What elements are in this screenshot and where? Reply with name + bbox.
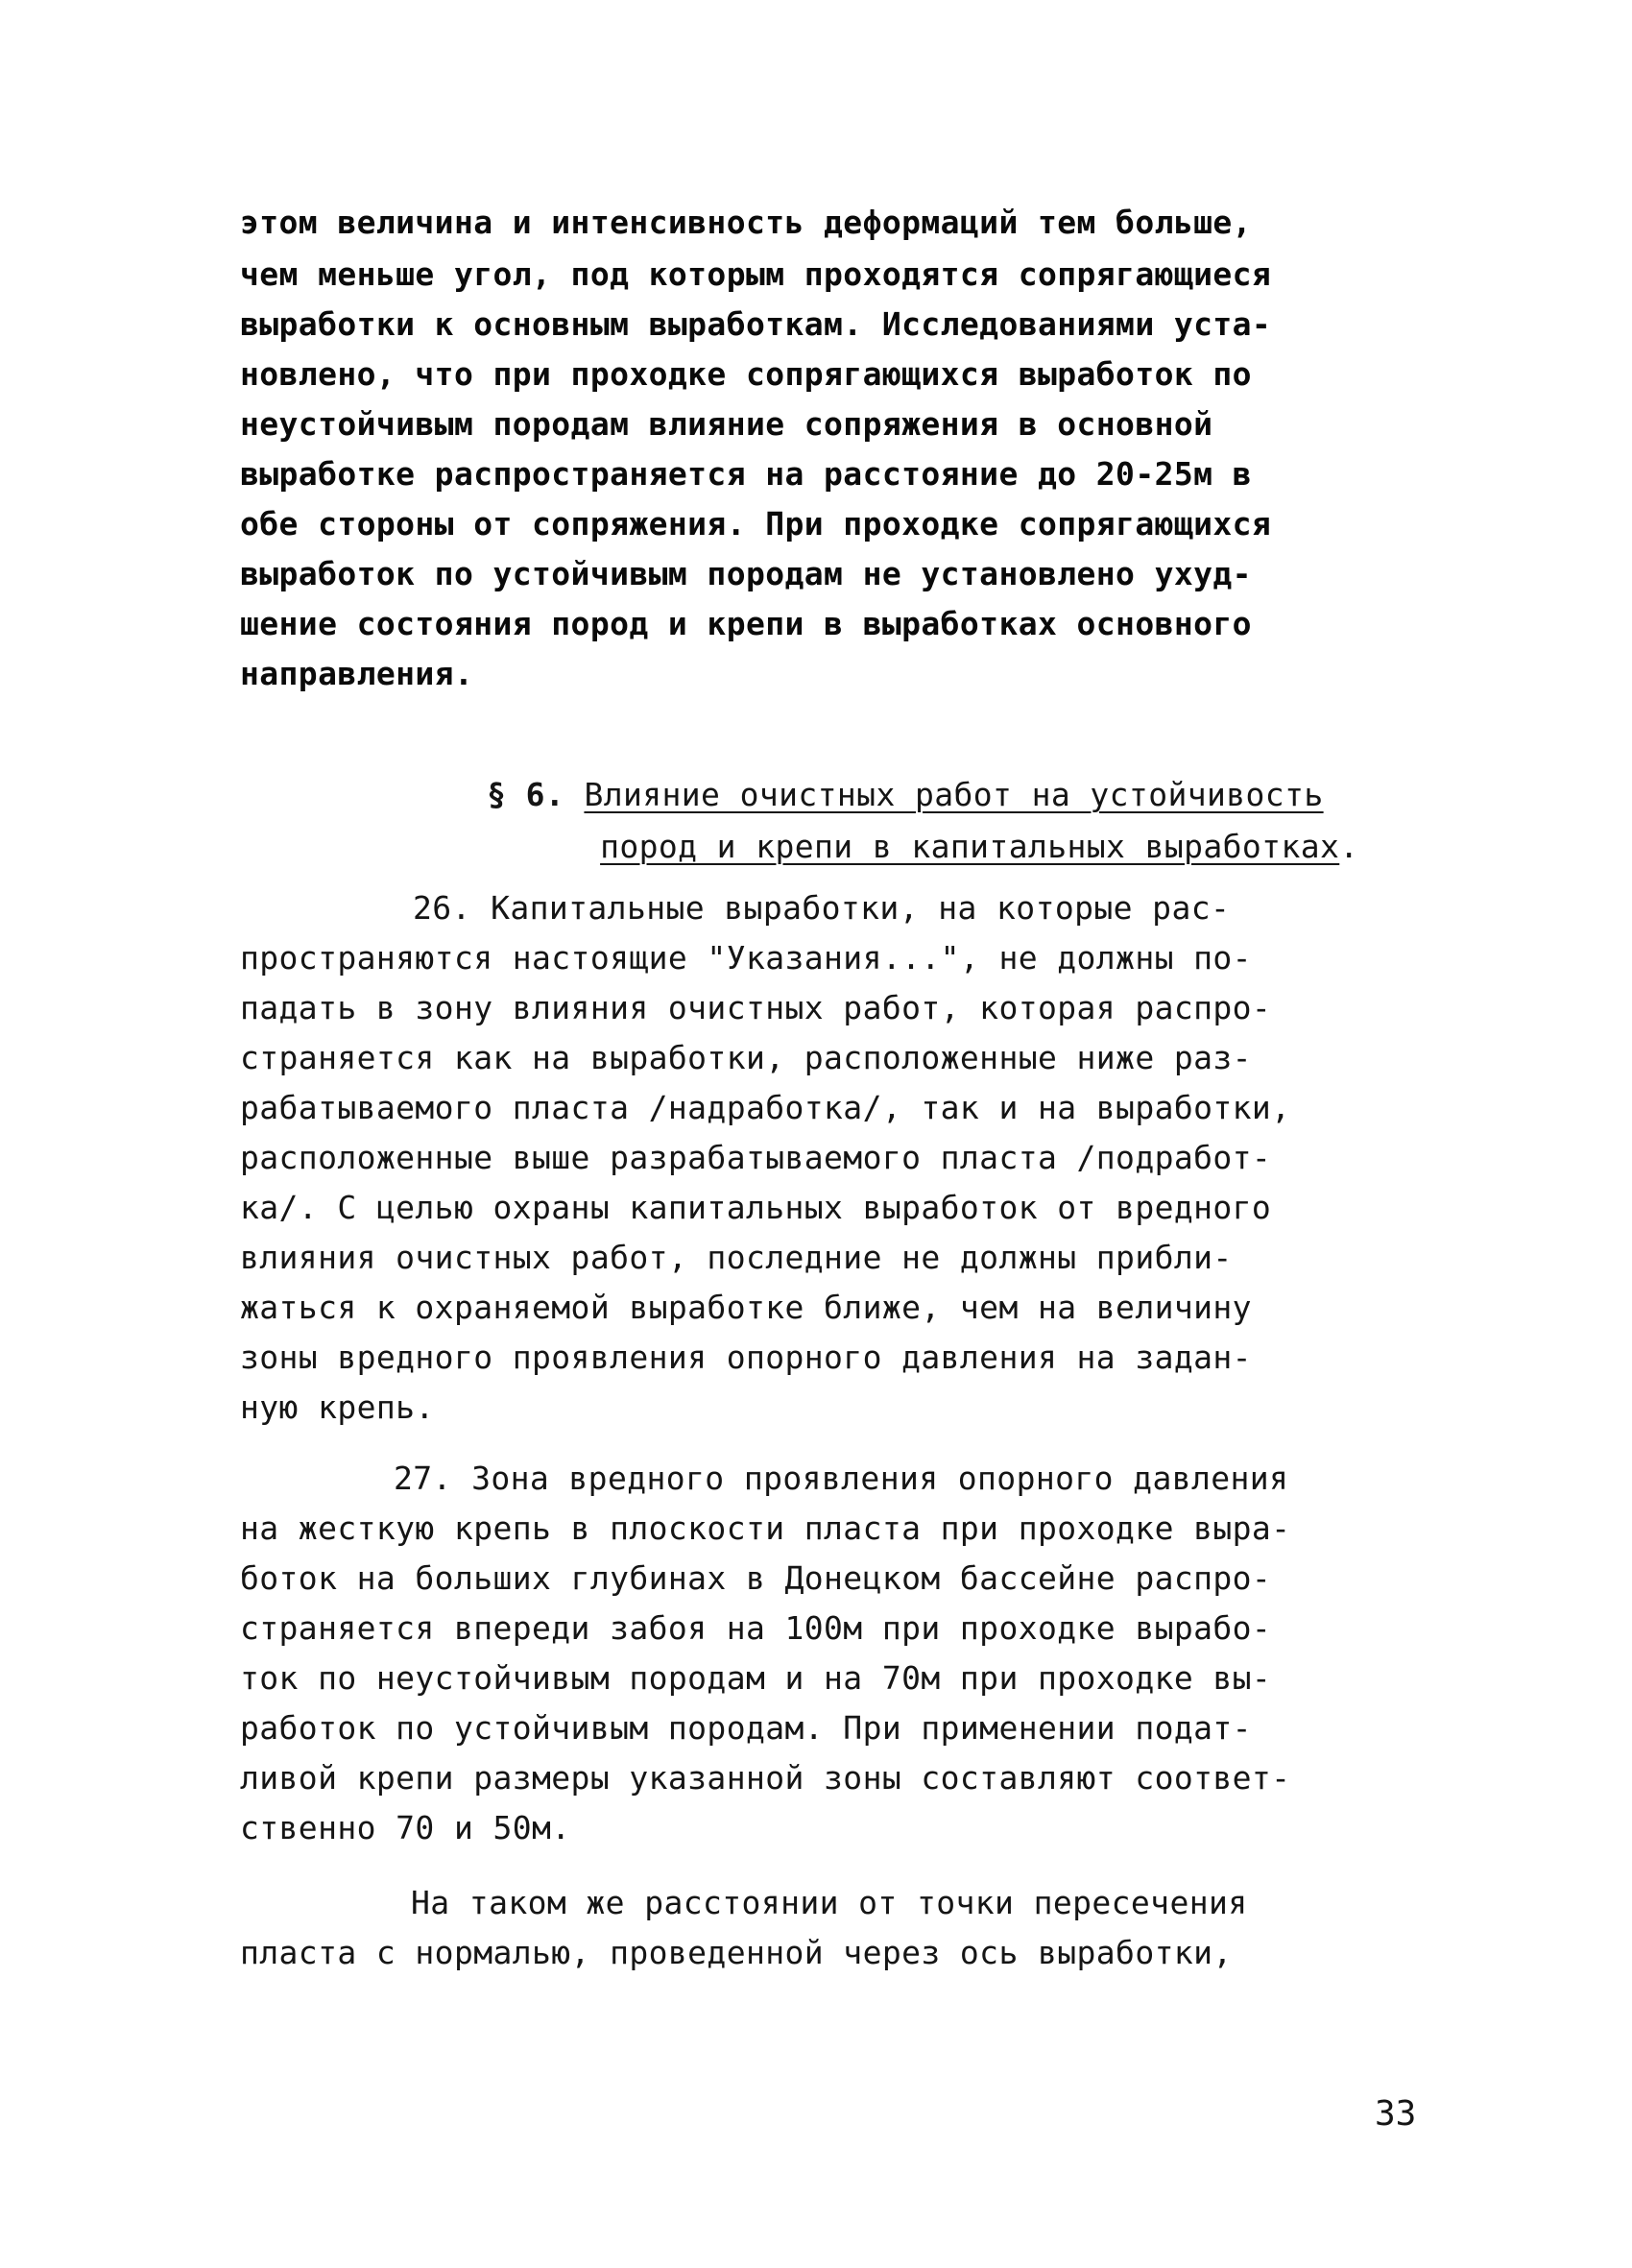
text-line: на жесткую крепь в плоскости пласта при проходке выра-: [240, 1509, 1291, 1547]
text-line: выработке распространяется на расстояние до 20-25м в: [240, 455, 1252, 493]
section-title-line: Влияние очистных работ на устойчивость: [584, 776, 1324, 813]
text-line: пространяются настоящие "Указания...", не должны по-: [240, 939, 1252, 977]
section-title-line: пород и крепи в капитальных выработках: [600, 828, 1340, 865]
text-line: жаться к охраняемой выработке ближе, чем на величину: [240, 1289, 1252, 1326]
text-line: обе стороны от сопряжения. При проходке сопрягающихся: [240, 505, 1272, 543]
text-line: ливой крепи размеры указанной зоны составляют соответ-: [240, 1759, 1291, 1797]
text-line: ственно 70 и 50м.: [240, 1809, 571, 1846]
text-line: расположенные выше разрабатываемого пласта /подработ-: [240, 1139, 1272, 1176]
text-line: влияния очистных работ, последние не должны прибли-: [240, 1239, 1233, 1276]
text-line: ную крепь.: [240, 1388, 435, 1426]
section-title-end: .: [1339, 828, 1359, 865]
text-line: ток по неустойчивым породам и на 70м при проходке вы-: [240, 1659, 1272, 1697]
text-line: зоны вредного проявления опорного давления на задан-: [240, 1339, 1252, 1376]
text-line: страняется как на выработки, расположенные ниже раз-: [240, 1039, 1252, 1076]
text-line: работок по устойчивым породам. При применении подат-: [240, 1709, 1252, 1747]
text-line: неустойчивым породам влияние сопряжения в основной: [240, 405, 1213, 443]
text-line: шение состояния пород и крепи в выработках основного: [240, 605, 1252, 642]
text-line: рабатываемого пласта /надработка/, так и на выработки,: [240, 1089, 1291, 1126]
page-number: 33: [1375, 2094, 1417, 2134]
text-line: выработок по устойчивым породам не установлено ухуд-: [240, 555, 1252, 592]
text-line: чем меньше угол, под которым проходятся сопрягающиеся: [240, 255, 1272, 293]
text-line: страняется впереди забоя на 100м при проходке вырабо-: [240, 1609, 1272, 1647]
text-line: пласта с нормалью, проведенной через ось выработки,: [240, 1934, 1233, 1971]
text-line: выработки к основным выработкам. Исследованиями уста-: [240, 305, 1272, 343]
text-line: На таком же расстоянии от точки пересечения: [411, 1884, 1248, 1921]
text-line: направления.: [240, 655, 474, 692]
text-line: этом величина и интенсивность деформаций тем больше,: [240, 204, 1252, 241]
text-line: 27. Зона вредного проявления опорного давления: [394, 1460, 1289, 1497]
section-number: § 6.: [487, 776, 565, 813]
text-line: ка/. С целью охраны капитальных выработок от вредного: [240, 1189, 1272, 1226]
text-line: боток на больших глубинах в Донецком бассейне распро-: [240, 1559, 1272, 1597]
text-line: 26. Капитальные выработки, на которые рас-: [413, 889, 1231, 927]
text-line: новлено, что при проходке сопрягающихся выработок по: [240, 355, 1252, 393]
section-heading-continued: [522, 789, 1359, 905]
text-line: падать в зону влияния очистных работ, которая распро-: [240, 989, 1272, 1026]
